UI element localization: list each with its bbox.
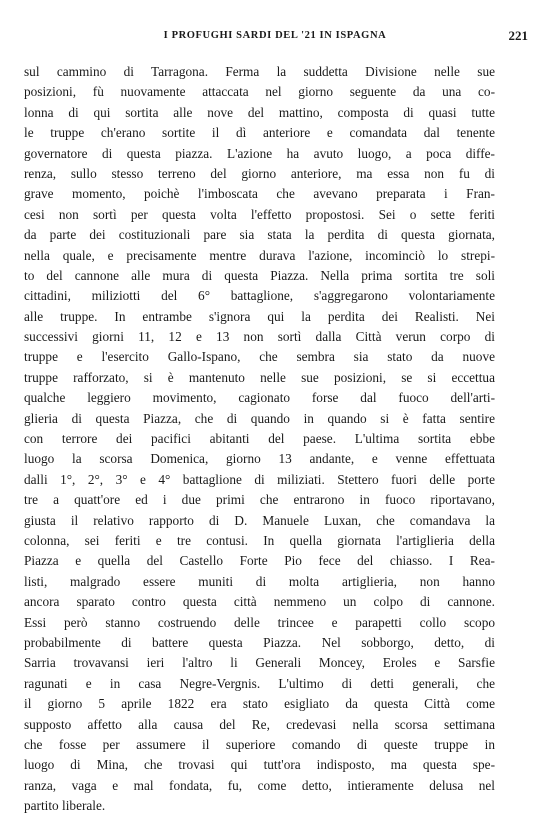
text-line: sul cammino di Tarragona. Ferma la suddetta Divisione nelle sue [24, 64, 495, 79]
text-line: governatore di questa piazza. L'azione ha avuto luogo, a poca diffe- [24, 145, 495, 161]
text-line: ranza, vaga e mal fondata, fu, come detto, intieramente delusa nel [24, 777, 495, 793]
text-line: colonna, sei feriti e tre contusi. In quella giornata l'artiglieria della [24, 532, 495, 548]
text-line: cittadini, miliziotti del 6° battaglione, s'aggregarono volontariamente [24, 288, 495, 304]
text-line: ragunati e in casa Negre-Vergnis. L'ultimo di detti generali, che [24, 675, 495, 691]
text-line: renza, sullo stesso terreno del giorno anteriore, ma essa non fu di [24, 165, 495, 181]
text-line: giusta il relativo rapporto di D. Manuele Luxan, che comandava la [24, 512, 495, 528]
text-line: che fosse per assumere il superiore comando di queste truppe in [24, 736, 495, 752]
text-line: cesi non sortì per questa volta l'effetto propostosi. Sei o sette feriti [24, 206, 495, 222]
text-line: to del cannone alle mura di questa Piazza. Nella prima sortita tre soli [24, 267, 495, 283]
text-line: supposto affetto alla causa del Re, credevasi nella scorsa settimana [24, 716, 495, 732]
text-line: il giorno 5 aprile 1822 era stato esigliato da questa Città come [24, 696, 495, 712]
text-line: ancora sparato contro questa città nemmeno un colpo di cannone. [24, 594, 495, 610]
text-line: Sarria trovavansi ieri l'altro li Generali Moncey, Eroles e Sarsfie [24, 655, 495, 671]
text-line: successivi giorni 11, 12 e 13 non sortì dalla Città verun corpo di [24, 329, 495, 345]
text-line-last: partito liberale. [24, 798, 106, 814]
text-line: glieria di questa Piazza, che di quando in quando si è fatta sentire [24, 410, 495, 426]
text-line: grave momento, poichè l'imboscata che avevano preparata i Fran- [24, 186, 495, 202]
text-line: tre a quatt'ore ed i due primi che entrarono in fuoco riportavano, [24, 492, 495, 508]
text-line: listi, malgrado essere muniti di molta artiglieria, non hanno [24, 573, 495, 589]
running-header [18, 30, 532, 52]
text-line: luogo di Mina, che trovasi qui tutt'ora indisposto, ma questa spe- [24, 757, 495, 773]
text-line: alle truppe. In entrambe s'ignora qui la perdita dei Realisti. Nei [24, 308, 495, 324]
text-line: qualche leggiero movimento, cagionato forse dal fuoco dell'arti- [24, 390, 495, 406]
text-line: truppe e l'esercito Gallo-Ispano, che sembra sia stato da nuove [24, 349, 495, 365]
text-line: con terrore dei pacifici abitanti del paese. L'ultima sortita ebbe [24, 431, 495, 447]
text-line: da parte dei costituzionali pare sia stata la perdita di questa giornata, [24, 227, 495, 243]
text-line: posizioni, fù nuovamente attaccata nel giorno seguente da una co- [24, 84, 495, 100]
text-line: lonna di qui sortita alle nove del mattino, composta di quasi tutte [24, 104, 495, 120]
running-title: I PROFUGHI SARDI DEL '21 IN ISPAGNA [163, 30, 387, 41]
text-line: probabilmente di battere questa Piazza. Nel sobborgo, detto, di [24, 634, 495, 650]
text-line: le truppe ch'erano sortite il dì anteriore e comandata dal tenente [24, 125, 495, 141]
text-line: truppe rafforzato, si è mantenuto nelle sue posizioni, se si eccettua [24, 369, 495, 385]
text-line: Essi però stanno costruendo delle trincee e parapetti collo scopo [24, 614, 495, 630]
text-line: luogo la scorsa Domenica, giorno 13 andante, e venne effettuata [24, 451, 495, 467]
body-text [24, 62, 495, 816]
text-line: dalli 1°, 2°, 3° e 4° battaglione di miliziati. Stettero fuori delle porte [24, 471, 495, 487]
text-line: Piazza e quella del Castello Forte Pio fece del chiasso. I Rea- [24, 553, 495, 569]
page-number: 221 [508, 28, 528, 43]
text-line: nella quale, e precisamente mentre durava l'azione, incominciò lo strepi- [24, 247, 495, 263]
